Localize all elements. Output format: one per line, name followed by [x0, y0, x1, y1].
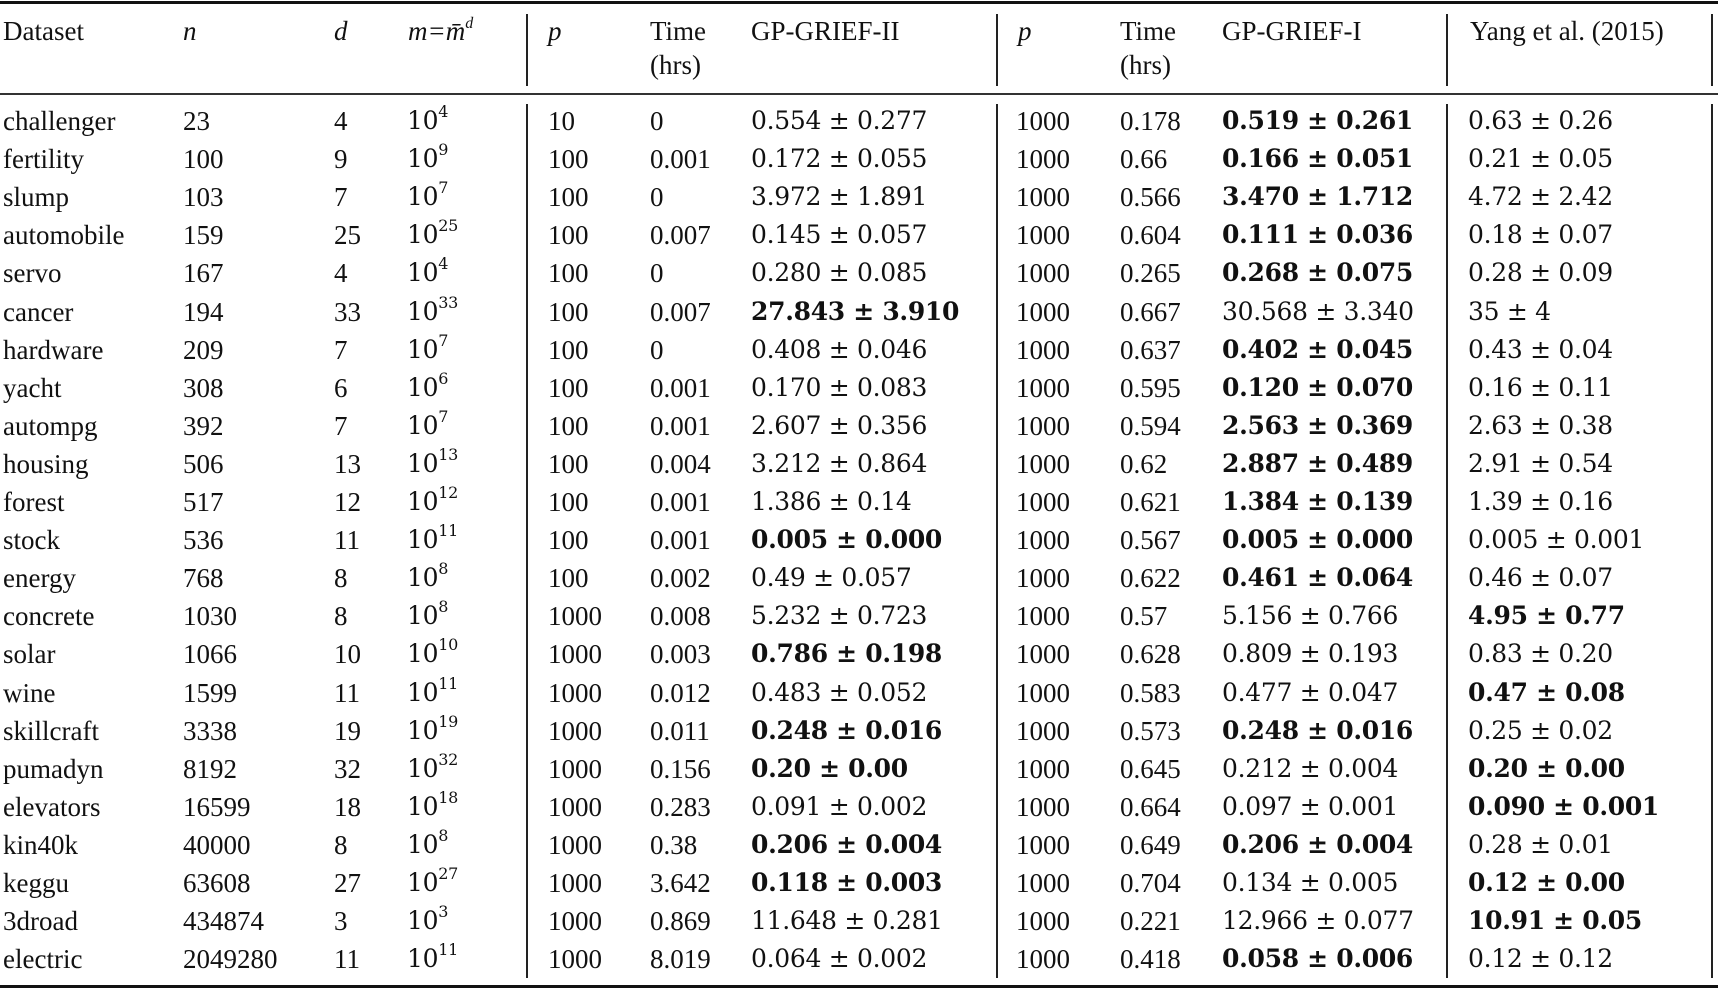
- cell-dataset: 3droad: [3, 906, 78, 936]
- cell-yang-2015: 35 ± 4: [1468, 297, 1551, 326]
- cell-gp-grief-i: 0.809 ± 0.193: [1222, 639, 1399, 668]
- cell-p-grief2: 1000: [548, 944, 602, 974]
- cell-gp-grief-ii: 27.843 ± 3.910: [751, 297, 960, 326]
- cell-time-grief1: 0.649: [1120, 830, 1181, 860]
- cell-n: 23: [183, 106, 210, 136]
- bottom-rule: [0, 985, 1718, 988]
- cell-yang-2015: 0.28 ± 0.09: [1468, 258, 1613, 287]
- header-p-grief2: p: [548, 16, 562, 46]
- cell-p-grief1: 1000: [1016, 335, 1070, 365]
- top-rule: [0, 1, 1718, 4]
- cell-time-grief2: 0.004: [650, 449, 711, 479]
- cell-gp-grief-i: 0.134 ± 0.005: [1222, 868, 1399, 897]
- cell-m: $10^8$: [407, 559, 449, 592]
- cell-m: $10^{25}$: [407, 216, 458, 249]
- cell-dataset: keggu: [3, 868, 69, 898]
- cell-gp-grief-i: 0.461 ± 0.064: [1222, 563, 1414, 592]
- cell-time-grief2: 0.012: [650, 678, 711, 708]
- cell-yang-2015: 0.47 ± 0.08: [1468, 678, 1625, 707]
- cell-time-grief2: 0: [650, 106, 664, 136]
- cell-n: 392: [183, 411, 224, 441]
- cell-dataset: hardware: [3, 335, 104, 365]
- cell-time-grief1: 0.57: [1120, 601, 1168, 631]
- cell-p-grief2: 100: [548, 297, 589, 327]
- cell-m: $10^6$: [407, 369, 449, 402]
- cell-dataset: pumadyn: [3, 754, 104, 784]
- cell-gp-grief-ii: 0.170 ± 0.083: [751, 373, 928, 402]
- cell-m: $10^3$: [407, 902, 449, 935]
- cell-n: 1030: [183, 601, 237, 631]
- cell-m: $10^{19}$: [407, 712, 458, 745]
- cell-gp-grief-ii: 0.20 ± 0.00: [751, 754, 908, 783]
- cell-p-grief1: 1000: [1016, 449, 1070, 479]
- cell-m: $10^7$: [407, 331, 449, 364]
- header-rule: [0, 93, 1718, 95]
- cell-gp-grief-i: 0.111 ± 0.036: [1222, 220, 1414, 249]
- cell-time-grief1: 0.62: [1120, 449, 1168, 479]
- cell-yang-2015: 0.21 ± 0.05: [1468, 144, 1613, 173]
- cell-gp-grief-ii: 11.648 ± 0.281: [751, 906, 943, 935]
- cell-yang-2015: 10.91 ± 0.05: [1468, 906, 1642, 935]
- cell-n: 194: [183, 297, 224, 327]
- cell-p-grief2: 100: [548, 563, 589, 593]
- cell-d: 6: [334, 373, 348, 403]
- cell-time-grief1: 0.645: [1120, 754, 1181, 784]
- cell-gp-grief-ii: 0.786 ± 0.198: [751, 639, 943, 668]
- cell-p-grief1: 1000: [1016, 906, 1070, 936]
- cell-time-grief1: 0.66: [1120, 144, 1168, 174]
- cell-gp-grief-ii: 0.248 ± 0.016: [751, 716, 943, 745]
- cell-m: $10^{27}$: [407, 864, 458, 897]
- cell-gp-grief-i: 3.470 ± 1.712: [1222, 182, 1414, 211]
- header-m: m=m̄$^d$: [408, 15, 474, 46]
- cell-dataset: housing: [3, 449, 89, 479]
- cell-yang-2015: 0.12 ± 0.12: [1468, 944, 1613, 973]
- header-n: n: [183, 16, 197, 46]
- cell-p-grief1: 1000: [1016, 487, 1070, 517]
- cell-d: 11: [334, 525, 360, 555]
- cell-d: 8: [334, 830, 348, 860]
- cell-yang-2015: 0.25 ± 0.02: [1468, 716, 1613, 745]
- cell-n: 8192: [183, 754, 237, 784]
- cell-d: 25: [334, 220, 361, 250]
- cell-dataset: stock: [3, 525, 60, 555]
- cell-gp-grief-ii: 0.145 ± 0.057: [751, 220, 928, 249]
- cell-gp-grief-i: 5.156 ± 0.766: [1222, 601, 1399, 630]
- cell-gp-grief-ii: 0.554 ± 0.277: [751, 106, 928, 135]
- cell-p-grief1: 1000: [1016, 716, 1070, 746]
- cell-p-grief2: 1000: [548, 906, 602, 936]
- cell-time-grief2: 0.001: [650, 373, 711, 403]
- cell-p-grief2: 1000: [548, 601, 602, 631]
- header-d: d: [334, 16, 348, 46]
- cell-gp-grief-ii: 0.483 ± 0.052: [751, 678, 928, 707]
- cell-p-grief1: 1000: [1016, 830, 1070, 860]
- header-yang-2015: Yang et al. (2015): [1470, 16, 1664, 46]
- cell-n: 2049280: [183, 944, 278, 974]
- cell-yang-2015: 0.43 ± 0.04: [1468, 335, 1613, 364]
- cell-time-grief1: 0.566: [1120, 182, 1181, 212]
- cell-p-grief2: 100: [548, 525, 589, 555]
- cell-time-grief1: 0.637: [1120, 335, 1181, 365]
- cell-gp-grief-i: 2.563 ± 0.369: [1222, 411, 1414, 440]
- cell-yang-2015: 1.39 ± 0.16: [1468, 487, 1613, 516]
- column-divider: [1711, 14, 1713, 86]
- cell-gp-grief-ii: 0.091 ± 0.002: [751, 792, 928, 821]
- cell-d: 27: [334, 868, 361, 898]
- cell-p-grief1: 1000: [1016, 639, 1070, 669]
- cell-n: 506: [183, 449, 224, 479]
- cell-p-grief1: 1000: [1016, 678, 1070, 708]
- cell-time-grief2: 0.002: [650, 563, 711, 593]
- header-dataset: Dataset: [3, 16, 84, 46]
- cell-d: 11: [334, 944, 360, 974]
- cell-time-grief1: 0.583: [1120, 678, 1181, 708]
- cell-m: $10^4$: [407, 254, 449, 287]
- cell-m: $10^7$: [407, 407, 449, 440]
- cell-gp-grief-i: 0.058 ± 0.006: [1222, 944, 1414, 973]
- cell-n: 100: [183, 144, 224, 174]
- cell-time-grief2: 0.011: [650, 716, 710, 746]
- header-gp-grief-ii: GP-GRIEF-II: [751, 16, 900, 46]
- cell-time-grief1: 0.595: [1120, 373, 1181, 403]
- cell-yang-2015: 4.95 ± 0.77: [1468, 601, 1625, 630]
- cell-d: 32: [334, 754, 361, 784]
- cell-p-grief2: 100: [548, 373, 589, 403]
- cell-d: 13: [334, 449, 361, 479]
- cell-time-grief2: 0: [650, 335, 664, 365]
- cell-gp-grief-ii: 3.212 ± 0.864: [751, 449, 928, 478]
- column-divider: [1446, 14, 1448, 86]
- cell-dataset: automobile: [3, 220, 125, 250]
- cell-d: 7: [334, 335, 348, 365]
- cell-time-grief2: 0.008: [650, 601, 711, 631]
- cell-p-grief1: 1000: [1016, 297, 1070, 327]
- cell-p-grief1: 1000: [1016, 106, 1070, 136]
- cell-dataset: elevators: [3, 792, 101, 822]
- header-time-grief2-unit: (hrs): [650, 50, 701, 80]
- cell-time-grief1: 0.573: [1120, 716, 1181, 746]
- cell-time-grief2: 0: [650, 258, 664, 288]
- cell-p-grief1: 1000: [1016, 182, 1070, 212]
- header-time-grief2: Time: [650, 16, 707, 46]
- cell-gp-grief-i: 0.206 ± 0.004: [1222, 830, 1414, 859]
- cell-time-grief1: 0.667: [1120, 297, 1181, 327]
- column-divider: [1711, 104, 1713, 978]
- cell-n: 167: [183, 258, 224, 288]
- cell-gp-grief-i: 0.268 ± 0.075: [1222, 258, 1414, 287]
- cell-d: 7: [334, 411, 348, 441]
- cell-time-grief2: 3.642: [650, 868, 711, 898]
- cell-d: 19: [334, 716, 361, 746]
- cell-p-grief2: 1000: [548, 716, 602, 746]
- header-p-grief1: p: [1018, 16, 1032, 46]
- cell-gp-grief-i: 1.384 ± 0.139: [1222, 487, 1414, 516]
- cell-dataset: skillcraft: [3, 716, 99, 746]
- cell-gp-grief-i: 0.477 ± 0.047: [1222, 678, 1399, 707]
- cell-time-grief1: 0.221: [1120, 906, 1181, 936]
- header-gp-grief-i: GP-GRIEF-I: [1222, 16, 1362, 46]
- column-divider: [996, 14, 998, 86]
- cell-d: 18: [334, 792, 361, 822]
- cell-time-grief2: 0.869: [650, 906, 711, 936]
- cell-m: $10^7$: [407, 178, 449, 211]
- cell-p-grief2: 100: [548, 411, 589, 441]
- cell-yang-2015: 0.12 ± 0.00: [1468, 868, 1625, 897]
- cell-gp-grief-ii: 0.280 ± 0.085: [751, 258, 928, 287]
- cell-time-grief1: 0.664: [1120, 792, 1181, 822]
- cell-p-grief1: 1000: [1016, 258, 1070, 288]
- cell-p-grief1: 1000: [1016, 868, 1070, 898]
- cell-p-grief2: 1000: [548, 868, 602, 898]
- cell-m: $10^4$: [407, 102, 449, 135]
- cell-p-grief2: 100: [548, 487, 589, 517]
- cell-p-grief1: 1000: [1016, 220, 1070, 250]
- cell-p-grief1: 1000: [1016, 144, 1070, 174]
- cell-time-grief2: 0.283: [650, 792, 711, 822]
- cell-n: 3338: [183, 716, 237, 746]
- cell-dataset: yacht: [3, 373, 62, 403]
- cell-yang-2015: 0.090 ± 0.001: [1468, 792, 1660, 821]
- cell-m: $10^{33}$: [407, 293, 458, 326]
- cell-yang-2015: 0.20 ± 0.00: [1468, 754, 1625, 783]
- cell-p-grief2: 100: [548, 144, 589, 174]
- cell-yang-2015: 2.63 ± 0.38: [1468, 411, 1613, 440]
- cell-d: 10: [334, 639, 361, 669]
- cell-gp-grief-i: 0.097 ± 0.001: [1222, 792, 1399, 821]
- cell-time-grief1: 0.622: [1120, 563, 1181, 593]
- cell-p-grief1: 1000: [1016, 373, 1070, 403]
- cell-n: 517: [183, 487, 224, 517]
- cell-p-grief2: 1000: [548, 639, 602, 669]
- cell-d: 8: [334, 563, 348, 593]
- cell-gp-grief-ii: 2.607 ± 0.356: [751, 411, 928, 440]
- cell-time-grief1: 0.178: [1120, 106, 1181, 136]
- cell-yang-2015: 2.91 ± 0.54: [1468, 449, 1613, 478]
- cell-gp-grief-i: 30.568 ± 3.340: [1222, 297, 1414, 326]
- cell-n: 536: [183, 525, 224, 555]
- cell-gp-grief-ii: 0.49 ± 0.057: [751, 563, 912, 592]
- cell-p-grief2: 100: [548, 220, 589, 250]
- cell-gp-grief-ii: 0.206 ± 0.004: [751, 830, 943, 859]
- cell-d: 12: [334, 487, 361, 517]
- cell-time-grief2: 0.003: [650, 639, 711, 669]
- cell-p-grief2: 100: [548, 258, 589, 288]
- cell-n: 40000: [183, 830, 251, 860]
- cell-p-grief1: 1000: [1016, 563, 1070, 593]
- cell-gp-grief-i: 0.166 ± 0.051: [1222, 144, 1414, 173]
- cell-n: 63608: [183, 868, 251, 898]
- cell-m: $10^{12}$: [407, 483, 458, 516]
- cell-n: 209: [183, 335, 224, 365]
- column-divider: [526, 14, 528, 86]
- cell-yang-2015: 0.16 ± 0.11: [1468, 373, 1613, 402]
- cell-gp-grief-ii: 1.386 ± 0.14: [751, 487, 912, 516]
- cell-p-grief2: 1000: [548, 754, 602, 784]
- cell-gp-grief-ii: 0.118 ± 0.003: [751, 868, 943, 897]
- cell-dataset: slump: [3, 182, 70, 212]
- cell-time-grief1: 0.418: [1120, 944, 1181, 974]
- cell-p-grief2: 10: [548, 106, 575, 136]
- cell-m: $10^{11}$: [407, 674, 458, 707]
- cell-dataset: fertility: [3, 144, 84, 174]
- cell-time-grief2: 0.007: [650, 297, 711, 327]
- cell-p-grief2: 100: [548, 335, 589, 365]
- cell-gp-grief-ii: 5.232 ± 0.723: [751, 601, 928, 630]
- cell-d: 3: [334, 906, 348, 936]
- column-divider: [1446, 104, 1448, 978]
- cell-d: 4: [334, 106, 348, 136]
- cell-d: 11: [334, 678, 360, 708]
- cell-n: 308: [183, 373, 224, 403]
- cell-dataset: energy: [3, 563, 76, 593]
- cell-gp-grief-i: 0.519 ± 0.261: [1222, 106, 1414, 135]
- cell-n: 103: [183, 182, 224, 212]
- cell-p-grief1: 1000: [1016, 411, 1070, 441]
- cell-yang-2015: 0.28 ± 0.01: [1468, 830, 1613, 859]
- cell-dataset: kin40k: [3, 830, 79, 860]
- cell-dataset: wine: [3, 678, 56, 708]
- cell-dataset: challenger: [3, 106, 116, 136]
- cell-gp-grief-i: 0.212 ± 0.004: [1222, 754, 1399, 783]
- cell-time-grief1: 0.567: [1120, 525, 1181, 555]
- cell-time-grief2: 0: [650, 182, 664, 212]
- cell-m: $10^{11}$: [407, 521, 458, 554]
- cell-time-grief2: 0.001: [650, 144, 711, 174]
- cell-m: $10^{11}$: [407, 940, 458, 973]
- cell-p-grief1: 1000: [1016, 944, 1070, 974]
- cell-time-grief2: 0.001: [650, 411, 711, 441]
- cell-dataset: forest: [3, 487, 65, 517]
- cell-time-grief1: 0.621: [1120, 487, 1181, 517]
- header-time-grief1: Time: [1120, 16, 1177, 46]
- cell-yang-2015: 0.63 ± 0.26: [1468, 106, 1613, 135]
- cell-gp-grief-ii: 0.064 ± 0.002: [751, 944, 928, 973]
- cell-gp-grief-ii: 3.972 ± 1.891: [751, 182, 928, 211]
- cell-yang-2015: 0.83 ± 0.20: [1468, 639, 1613, 668]
- cell-yang-2015: 0.005 ± 0.001: [1468, 525, 1645, 554]
- cell-gp-grief-i: 0.005 ± 0.000: [1222, 525, 1414, 554]
- cell-d: 33: [334, 297, 361, 327]
- column-divider: [996, 104, 998, 978]
- cell-p-grief1: 1000: [1016, 792, 1070, 822]
- cell-n: 16599: [183, 792, 251, 822]
- cell-n: 434874: [183, 906, 264, 936]
- cell-d: 7: [334, 182, 348, 212]
- cell-dataset: concrete: [3, 601, 95, 631]
- cell-time-grief1: 0.604: [1120, 220, 1181, 250]
- cell-gp-grief-i: 0.248 ± 0.016: [1222, 716, 1414, 745]
- cell-p-grief2: 100: [548, 449, 589, 479]
- cell-m: $10^{10}$: [407, 635, 458, 668]
- cell-time-grief2: 0.001: [650, 525, 711, 555]
- cell-time-grief2: 0.38: [650, 830, 698, 860]
- cell-yang-2015: 0.18 ± 0.07: [1468, 220, 1613, 249]
- cell-gp-grief-ii: 0.408 ± 0.046: [751, 335, 928, 364]
- cell-dataset: servo: [3, 258, 62, 288]
- cell-dataset: solar: [3, 639, 56, 669]
- cell-d: 4: [334, 258, 348, 288]
- cell-gp-grief-i: 0.120 ± 0.070: [1222, 373, 1414, 402]
- cell-n: 1599: [183, 678, 237, 708]
- header-time-grief1-unit: (hrs): [1120, 50, 1171, 80]
- cell-m: $10^8$: [407, 826, 449, 859]
- cell-time-grief1: 0.704: [1120, 868, 1181, 898]
- cell-n: 159: [183, 220, 224, 250]
- cell-time-grief1: 0.594: [1120, 411, 1181, 441]
- cell-m: $10^9$: [407, 140, 449, 173]
- cell-gp-grief-ii: 0.005 ± 0.000: [751, 525, 943, 554]
- cell-gp-grief-i: 0.402 ± 0.045: [1222, 335, 1414, 364]
- cell-gp-grief-i: 12.966 ± 0.077: [1222, 906, 1414, 935]
- cell-m: $10^{13}$: [407, 445, 458, 478]
- cell-dataset: autompg: [3, 411, 98, 441]
- cell-gp-grief-i: 2.887 ± 0.489: [1222, 449, 1414, 478]
- cell-dataset: cancer: [3, 297, 74, 327]
- cell-time-grief2: 0.007: [650, 220, 711, 250]
- cell-p-grief1: 1000: [1016, 754, 1070, 784]
- cell-d: 8: [334, 601, 348, 631]
- cell-p-grief1: 1000: [1016, 525, 1070, 555]
- cell-n: 768: [183, 563, 224, 593]
- cell-m: $10^{32}$: [407, 750, 458, 783]
- cell-time-grief2: 8.019: [650, 944, 711, 974]
- cell-d: 9: [334, 144, 348, 174]
- column-divider: [526, 104, 528, 978]
- cell-n: 1066: [183, 639, 237, 669]
- cell-time-grief2: 0.156: [650, 754, 711, 784]
- cell-m: $10^8$: [407, 597, 449, 630]
- cell-yang-2015: 4.72 ± 2.42: [1468, 182, 1613, 211]
- cell-yang-2015: 0.46 ± 0.07: [1468, 563, 1613, 592]
- cell-gp-grief-ii: 0.172 ± 0.055: [751, 144, 928, 173]
- cell-dataset: electric: [3, 944, 83, 974]
- cell-time-grief1: 0.628: [1120, 639, 1181, 669]
- cell-p-grief2: 1000: [548, 830, 602, 860]
- cell-p-grief1: 1000: [1016, 601, 1070, 631]
- cell-time-grief1: 0.265: [1120, 258, 1181, 288]
- cell-p-grief2: 1000: [548, 792, 602, 822]
- cell-p-grief2: 100: [548, 182, 589, 212]
- cell-p-grief2: 1000: [548, 678, 602, 708]
- cell-time-grief2: 0.001: [650, 487, 711, 517]
- cell-m: $10^{18}$: [407, 788, 458, 821]
